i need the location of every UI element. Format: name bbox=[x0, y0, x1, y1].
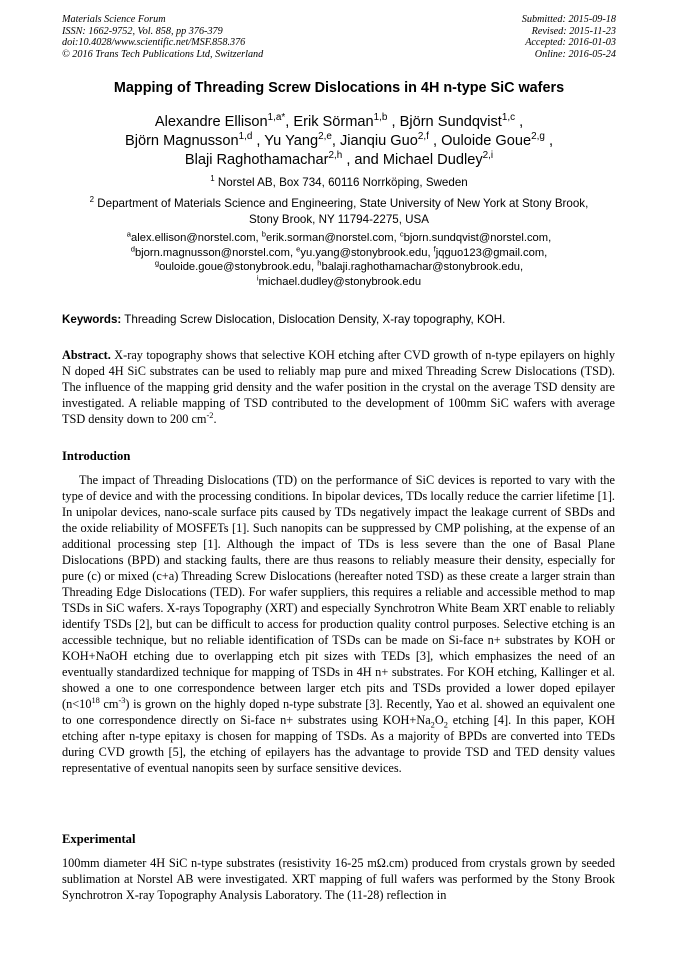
journal-name: Materials Science Forum bbox=[62, 14, 166, 25]
author-name: Björn Magnusson bbox=[124, 133, 239, 149]
author-affil-sup: 2,g bbox=[531, 131, 545, 143]
author-name: Alexandre Ellison bbox=[154, 114, 268, 130]
email-link[interactable]: alex.ellison@norstel.com bbox=[131, 232, 256, 244]
journal-issn: ISSN: 1662-9752, Vol. 858, pp 376-379 bbox=[62, 25, 223, 37]
journal-doi: doi:10.4028/www.scientific.net/MSF.858.376 bbox=[62, 37, 246, 49]
author-sep: , bbox=[544, 133, 554, 149]
author-affil-sup: 2,h bbox=[328, 150, 343, 162]
email-link[interactable]: michael.dudley@stonybrook.edu bbox=[258, 275, 422, 288]
author-line-3 bbox=[40, 151, 638, 170]
date-accepted: Accepted: 2016-01-03 bbox=[525, 37, 616, 49]
email-sep: , bbox=[393, 232, 400, 244]
email-link[interactable]: ouloide.goue@stonybrook.edu bbox=[159, 261, 312, 273]
email-sep: , bbox=[427, 246, 434, 259]
abstract bbox=[62, 347, 615, 427]
intro-subscript: 2 bbox=[430, 720, 435, 730]
intro-text: The impact of Threading Dislocations (TD) on the performance of SiC devices is reported to vary with the type of device and with the processing conditions. In bipolar devices, TDs locally reduce the carrier lifetime [1]. In unipolar devices, nano-scale surface pits caused by TDs negatively impact the leakage current of SBDs and the oxide reliability of MOSFETs [1]. Such nanopits can be suppressed by CMP polishing, at the expense of an additional processing step [1]. Although the impact of TDs is less severe than the one of Basal Plane Dislocations (BPD) and stacking faults, there are thus reasons to reliably measure their density, especially for pure (c) or mixed (c+a) Threading Screw Dislocations (hereafter noted TSD) as these create a larger strain than Threading Edge Dislocations (TED). For wafer suppliers, this requires a reliable and accessible method to map TSDs in SiC wafers. X-rays Topography (XRT) and especially Synchrotron White Beam XRT enable to reliably identify TSDs [2], but can be difficult to access for production quality control purposes. Selective etching is an accessible technique, but no reliable identification of TSDs can be made on Si-face n+ substrates by KOH or KOH+NaOH etching due to overlapping etch pit sizes with TEDs [3], which emphasizes the need of an eventually standardized technique for mapping of TSDs in 4H n+ substrates. For KOH etching, Kallinger et al. showed a one to one correspondence between larger etch pits and TSDs provided a lower doped epilayer (n<10 bbox=[62, 473, 615, 711]
author-sep: , bbox=[428, 133, 442, 149]
email-sup: a bbox=[126, 229, 132, 239]
affiliation-text: Department of Materials Science and Engineering, State University of New York at Stony Brook, bbox=[94, 197, 589, 210]
email-line-3 bbox=[40, 260, 638, 275]
author-name: Yu Yang bbox=[264, 133, 319, 149]
date-revised: Revised: 2015-11-23 bbox=[531, 25, 616, 37]
author-affil-sup: 1,c bbox=[501, 112, 516, 124]
abstract-end: . bbox=[213, 412, 217, 426]
abstract-exponent: -2 bbox=[206, 410, 214, 420]
email-sup: e bbox=[296, 243, 301, 253]
introduction-paragraph bbox=[62, 472, 615, 776]
author-name: Erik Sörman bbox=[293, 114, 374, 130]
author-name: Blaji Raghothamachar bbox=[184, 152, 329, 168]
email-sep: , bbox=[289, 246, 297, 259]
author-affil-sup: 2,e bbox=[318, 131, 332, 143]
author-sep: , bbox=[331, 133, 340, 149]
email-sep: , bbox=[548, 232, 552, 244]
author-affil-sup: 1,d bbox=[238, 131, 253, 143]
intro-text-b: ) is grown on the highly doped n-type substrate [3]. Recently, Yao et al. showed an equivalent one to one correspondence directly on Si-face n+ substrates using KOH+Na bbox=[62, 697, 615, 727]
email-link[interactable]: jqguo123@gmail.com bbox=[435, 246, 545, 259]
email-sup: c bbox=[399, 229, 404, 239]
email-sup: i bbox=[256, 272, 259, 282]
author-affil-sup: 1,a* bbox=[267, 112, 286, 124]
publication-dates bbox=[522, 14, 616, 60]
email-line-2 bbox=[40, 243, 638, 261]
author-affil-sup: 2,f bbox=[417, 131, 429, 143]
email-sup: d bbox=[130, 243, 135, 253]
email-link[interactable]: erik.sorman@norstel.com bbox=[266, 232, 394, 244]
section-heading-experimental: Experimental bbox=[62, 832, 136, 846]
email-sep: , bbox=[520, 261, 524, 273]
intro-text-unit: cm bbox=[99, 697, 119, 711]
email-line-1 bbox=[40, 231, 638, 246]
email-sep: , bbox=[255, 232, 262, 244]
paper-title: Mapping of Threading Screw Dislocations in 4H n-type SiC wafers bbox=[113, 80, 565, 96]
email-sep: , bbox=[544, 246, 548, 259]
author-name: Björn Sundqvist bbox=[399, 114, 502, 130]
email-link[interactable]: yu.yang@stonybrook.edu bbox=[300, 246, 428, 259]
author-sep: , bbox=[515, 114, 524, 130]
email-sup: h bbox=[317, 258, 322, 268]
email-sup: f bbox=[433, 243, 436, 253]
affiliation-number: 2 bbox=[89, 195, 95, 205]
intro-exponent: -3 bbox=[118, 695, 126, 705]
keywords-label: Keywords: bbox=[62, 313, 122, 326]
abstract-label: Abstract. bbox=[62, 348, 111, 362]
date-online: Online: 2016-05-24 bbox=[534, 48, 616, 60]
author-name: Ouloide Goue bbox=[441, 133, 532, 149]
affiliation-text: Norstel AB, Box 734, 60116 Norrköping, Sweden bbox=[214, 176, 468, 189]
email-sep: , bbox=[311, 261, 318, 273]
author-list bbox=[40, 113, 638, 170]
email-link[interactable]: balaji.raghothamachar@stonybrook.edu bbox=[321, 261, 521, 273]
author-sep: , and bbox=[342, 152, 383, 168]
email-link[interactable]: bjorn.magnusson@norstel.com bbox=[134, 246, 290, 259]
affiliation-line bbox=[40, 196, 638, 212]
email-line-4 bbox=[40, 272, 638, 290]
author-affil-sup: 2,i bbox=[482, 150, 494, 162]
experimental-paragraph: 100mm diameter 4H SiC n-type substrates (resistivity 16-25 mΩ.cm) produced from crystals grown by seeded sublimation at Norstel AB were investigated. XRT mapping of full wafers was performed by the Stony Brook Synchrotron X-ray Topography Analysis Laboratory. The (11-28) reflection in bbox=[62, 856, 615, 902]
affiliation-1 bbox=[40, 175, 638, 191]
author-line-1 bbox=[40, 113, 638, 132]
affiliation-number: 1 bbox=[210, 174, 215, 184]
author-sep: , bbox=[252, 133, 265, 149]
author-sep: , bbox=[285, 114, 294, 130]
email-link[interactable]: bjorn.sundqvist@norstel.com bbox=[403, 232, 549, 244]
journal-info bbox=[62, 14, 263, 60]
keywords-text: Threading Screw Dislocation, Dislocation Density, X-ray topography, KOH. bbox=[121, 313, 506, 326]
author-line-2 bbox=[40, 132, 638, 151]
email-sup: g bbox=[154, 258, 160, 268]
author-affil-sup: 1,b bbox=[373, 112, 388, 124]
email-sup: b bbox=[261, 229, 266, 239]
date-submitted: Submitted: 2015-09-18 bbox=[521, 14, 616, 25]
email-list bbox=[40, 231, 638, 289]
author-name: Jianqiu Guo bbox=[339, 133, 418, 149]
author-sep: , bbox=[387, 114, 400, 130]
intro-text-d: etching [4]. In this paper, KOH etching after n-type epitaxy is chosen for mapping of TSDs. As a majority of BPDs are converted into TEDs during CVD growth [5], the etching of epilayers has the advantage to provide TSD and TED density values representative of eventual nanopits seen by surface sensitive devices. bbox=[62, 713, 615, 775]
section-heading-introduction: Introduction bbox=[62, 449, 131, 463]
affiliation-text-2: Stony Brook, NY 11794-2275, USA bbox=[248, 213, 430, 226]
journal-copyright: © 2016 Trans Tech Publications Ltd, Switzerland bbox=[62, 48, 264, 60]
keywords bbox=[62, 313, 622, 326]
intro-text-c: O bbox=[434, 713, 444, 727]
intro-subscript: 2 bbox=[443, 720, 448, 730]
intro-exponent: 18 bbox=[91, 695, 100, 705]
author-name: Michael Dudley bbox=[382, 152, 483, 168]
affiliation-2 bbox=[40, 196, 638, 228]
abstract-text: X-ray topography shows that selective KOH etching after CVD growth of n-type epilayers on highly N doped 4H SiC substrates can be used to reliably map pure and mixed Threading Screw Dislocations (TSD). The influence of the mapping grid density and the wafer position in the crystal on the average TSD density are investigated. A reliable mapping of TSD contributed to the development of 100mm SiC wafers with average TSD density down to 200 cm bbox=[62, 348, 615, 426]
